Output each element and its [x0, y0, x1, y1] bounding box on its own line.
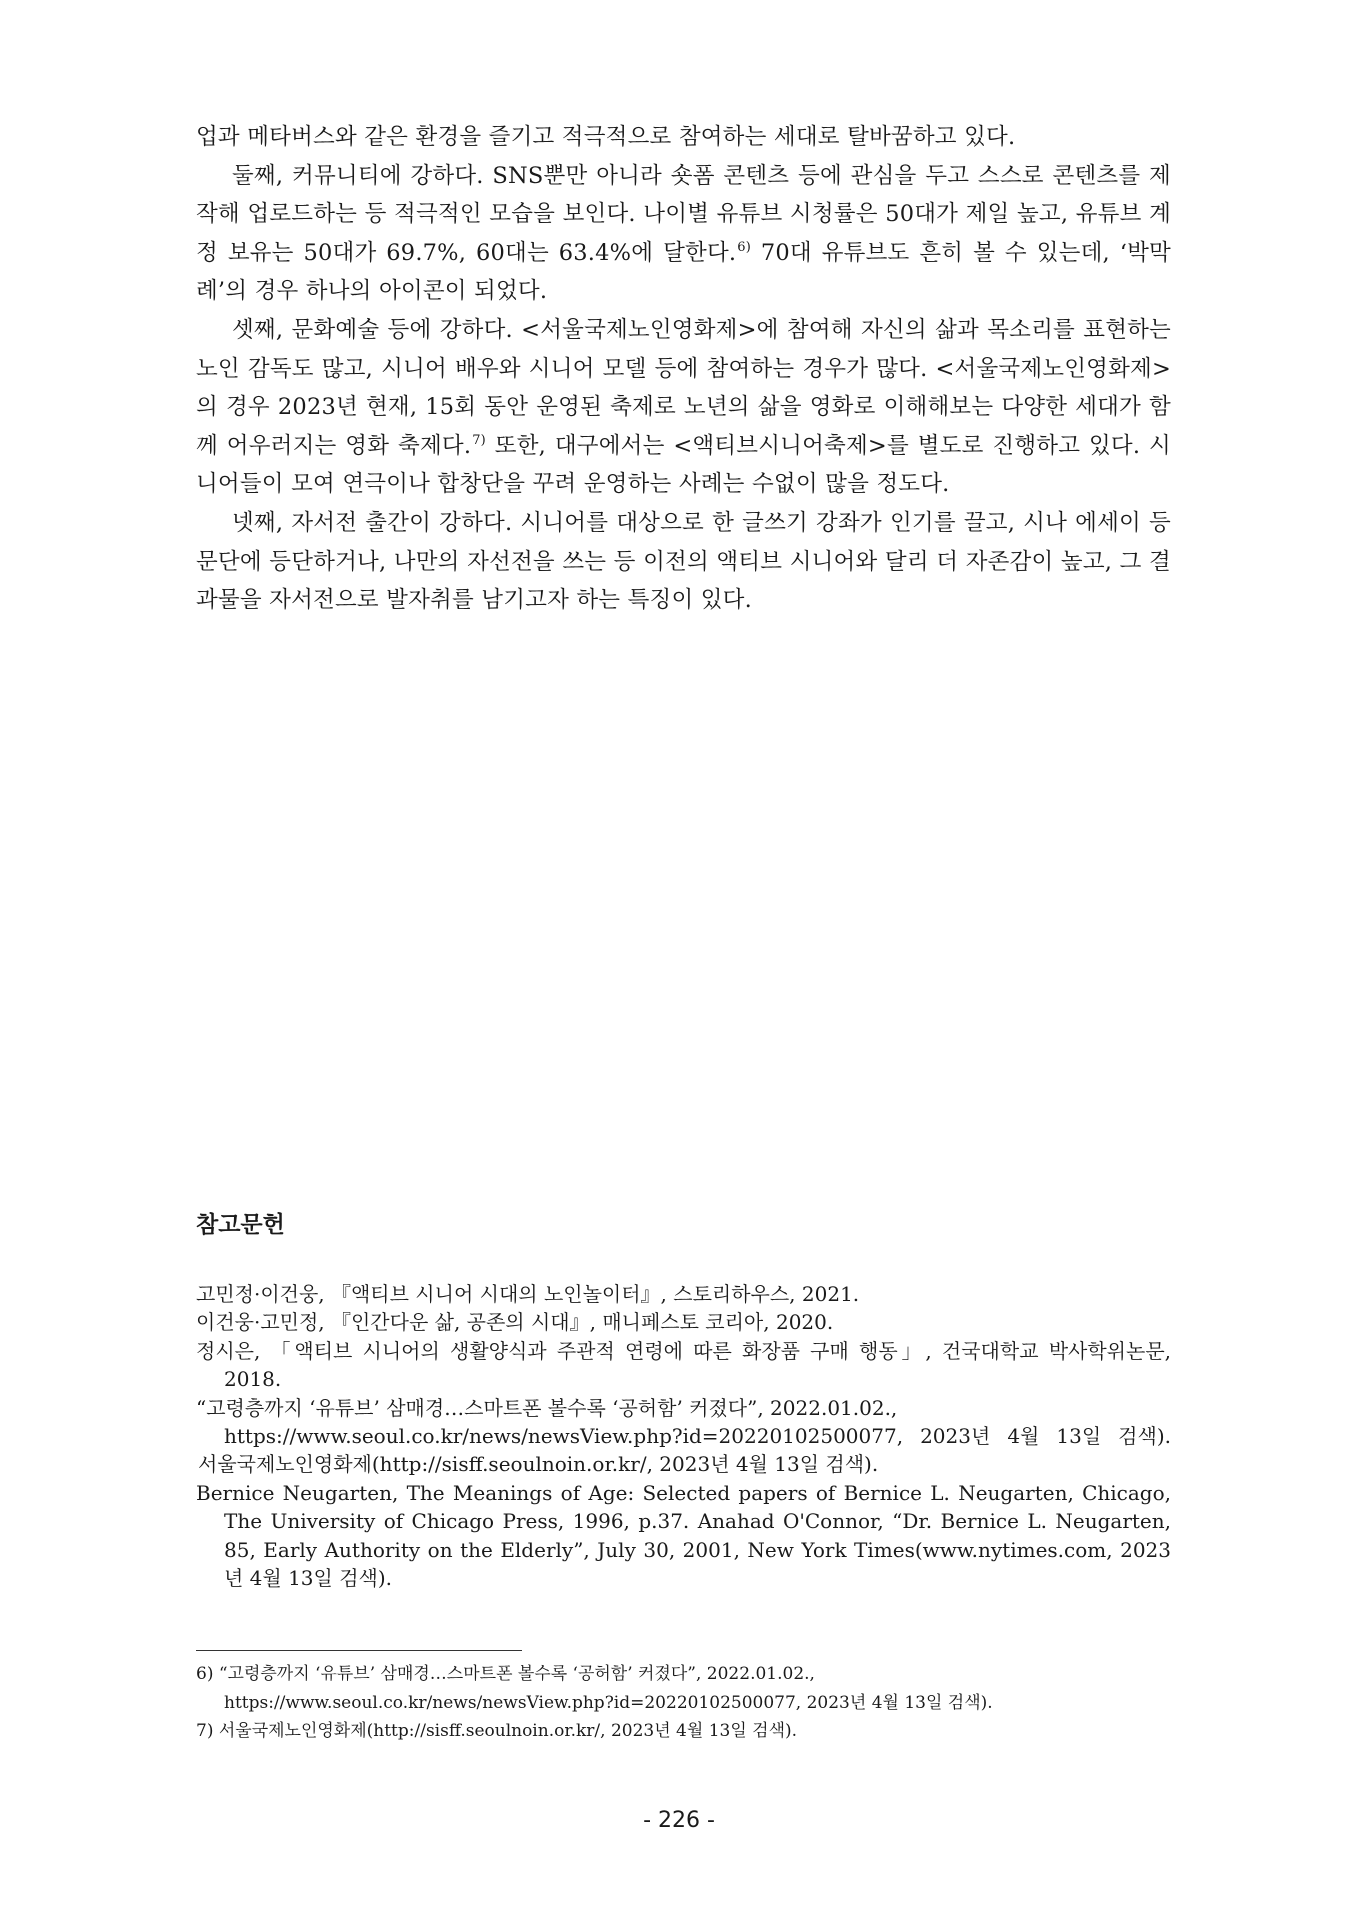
reference-entry: 정시은, 「액티브 시니어의 생활양식과 주관적 연령에 따른 화장품 구매 행동」, 건국대학교 박사학위논문, 2018. — [196, 1338, 1171, 1392]
footnote-7[interactable]: 7) 서울국제노인영화제(http://sisff.seoulnoin.or.kr/, 2023년 4월 13일 검색). — [196, 1721, 798, 1741]
paragraph-culture — [196, 311, 1171, 504]
reference-entry: 이건웅·고민정, 『인간다운 삶, 공존의 시대』, 매니페스토 코리아, 2020. — [196, 1310, 834, 1335]
paragraph-community — [196, 157, 1171, 311]
references-heading: 참고문헌 — [196, 1211, 285, 1238]
footnote-6[interactable]: 6) “고령층까지 ‘유튜브’ 삼매경…스마트폰 볼수록 ‘공허함’ 커졌다”, 2022.01.02., https://www.seoul.co.kr/news/newsView.php?id=20220102500077, 2023년 4월 13일 검색). — [196, 1664, 993, 1713]
references-list — [196, 1280, 1171, 1592]
reference-entry: “고령층까지 ‘유튜브’ 삼매경…스마트폰 볼수록 ‘공허함’ 커졌다”, 2022.01.02., — [196, 1395, 898, 1420]
paragraph-text: 또한, 대구에서는 <액티브시니어축제>를 별도로 진행하고 있다. 시니어들이 모여 연극이나 합창단을 꾸려 운영하는 사례는 수없이 많을 정도다. — [196, 432, 1171, 498]
reference-entry-continued[interactable]: https://www.seoul.co.kr/news/newsView.php?id=20220102500077, 2023년 4월 13일 검색). — [224, 1424, 1171, 1449]
body-text — [196, 118, 1171, 620]
reference-entry: 고민정·이건웅, 『액티브 시니어 시대의 노인놀이터』, 스토리하우스, 2021. — [196, 1282, 860, 1306]
page-number: - 226 - — [643, 1808, 715, 1833]
reference-entry: Bernice Neugarten, The Meanings of Age: Selected papers of Bernice L. Neugarten, Chicago, The University of Chicago Press, 1996, p.37. Anahad O'Connor, “Dr. Bernice L. Neugarten, 85, Early Authority on the Elderly”, July 30, 2001, New York Times(www.nytimes.com, 2023년 4월 13일 검색). — [196, 1480, 1171, 1591]
footnote-ref-7[interactable]: 7) — [472, 432, 486, 448]
footnote-ref-6[interactable]: 6) — [737, 239, 751, 255]
paragraph-text: 70대 유튜브도 흔히 볼 수 있는데, ‘박막례’의 경우 하나의 아이콘이 되었다. — [196, 239, 1171, 305]
paragraph-autobiography: 넷째, 자서전 출간이 강하다. 시니어를 대상으로 한 글쓰기 강좌가 인기를 끌고, 시나 에세이 등 문단에 등단하거나, 나만의 자선전을 쓰는 등 이전의 액티브 시니어와 달리 더 자존감이 높고, 그 결과물을 자서전으로 발자취를 남기고자 하는 특징이 있다. — [196, 509, 1171, 614]
footnotes — [196, 1660, 1171, 1746]
paragraph-text: 둘째, 커뮤니티에 강하다. SNS뿐만 아니라 숏폼 콘텐츠 등에 관심을 두고 스스로 콘텐츠를 제작해 업로드하는 등 적극적인 모습을 보인다. 나이별 유튜브 시청률은 50대가 제일 높고, 유튜브 계정 보유는 50대가 69.7%, 60대는 63.4%에 달한다. — [196, 162, 1171, 266]
footnote-divider — [196, 1650, 522, 1651]
paragraph-text: 셋째, 문화예술 등에 강하다. <서울국제노인영화제>에 참여해 자신의 삶과 목소리를 표현하는 노인 감독도 많고, 시니어 배우와 시니어 모델 등에 참여하는 경우가 많다. <서울국제노인영화제>의 경우 2023년 현재, 15회 동안 운영된 축제로 노년의 삶을 영화로 이해해보는 다양한 세대가 함께 어우러지는 영화 축제다. — [196, 316, 1171, 459]
paragraph-continuation: 업과 메타버스와 같은 환경을 즐기고 적극적으로 참여하는 세대로 탈바꿈하고 있다. — [196, 124, 1016, 150]
reference-entry[interactable]: 서울국제노인영화제(http://sisff.seoulnoin.or.kr/, 2023년 4월 13일 검색). — [198, 1452, 879, 1477]
